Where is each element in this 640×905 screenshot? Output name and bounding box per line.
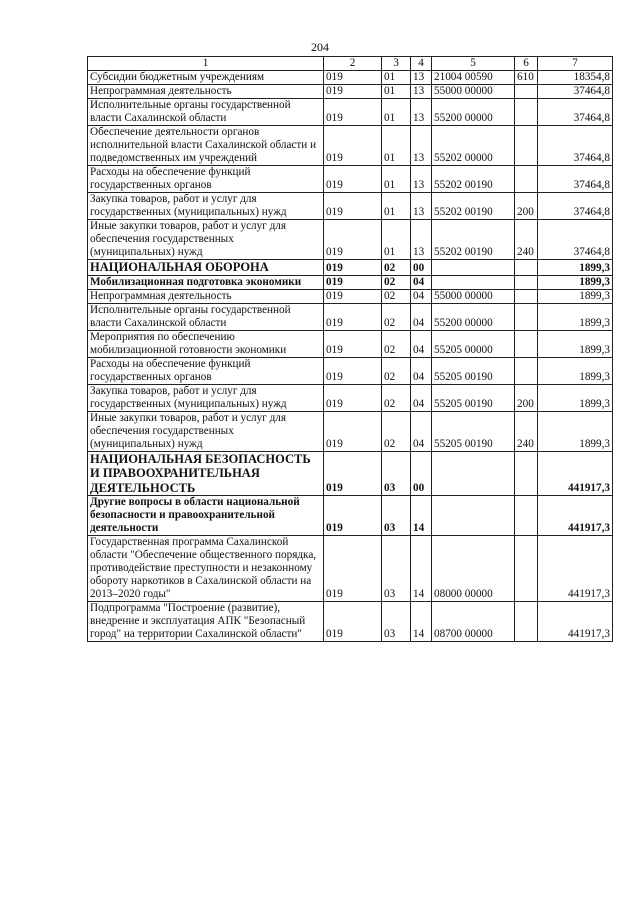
row-expense-type <box>515 536 538 602</box>
row-amount: 1899,3 <box>538 275 613 289</box>
row-ved-code: 019 <box>324 275 382 289</box>
row-subsection-code: 14 <box>411 536 432 602</box>
row-target-article: 55202 00000 <box>432 126 515 166</box>
row-expense-type <box>515 166 538 193</box>
row-name: Расходы на обеспечение функций государственных органов <box>88 166 324 193</box>
row-target-article: 55205 00190 <box>432 411 515 451</box>
table-row <box>88 85 613 99</box>
row-expense-type: 240 <box>515 411 538 451</box>
row-section-code: 01 <box>382 71 411 85</box>
row-ved-code: 019 <box>324 357 382 384</box>
row-amount: 1899,3 <box>538 260 613 276</box>
table-row <box>88 330 613 357</box>
row-target-article: 21004 00590 <box>432 71 515 85</box>
row-subsection-code: 00 <box>411 260 432 276</box>
row-ved-code: 019 <box>324 330 382 357</box>
row-name: Субсидии бюджетным учреждениям <box>88 71 324 85</box>
table-row <box>88 451 613 496</box>
row-expense-type <box>515 602 538 642</box>
table-row <box>88 289 613 303</box>
col-header-5: 5 <box>432 57 515 71</box>
row-subsection-code: 00 <box>411 451 432 496</box>
row-target-article: 55000 00000 <box>432 289 515 303</box>
row-section-code: 01 <box>382 99 411 126</box>
page-number: 204 <box>311 40 329 54</box>
row-name: Подпрограмма "Построение (развитие), внедрение и эксплуатация АПК "Безопасный город" на территории Сахалинской области" <box>88 602 324 642</box>
row-section-code: 02 <box>382 275 411 289</box>
row-expense-type <box>515 289 538 303</box>
row-ved-code: 019 <box>324 85 382 99</box>
table-row <box>88 536 613 602</box>
row-expense-type <box>515 496 538 536</box>
row-subsection-code: 04 <box>411 289 432 303</box>
row-ved-code: 019 <box>324 536 382 602</box>
row-expense-type <box>515 275 538 289</box>
row-amount: 37464,8 <box>538 99 613 126</box>
row-subsection-code: 13 <box>411 71 432 85</box>
row-section-code: 02 <box>382 289 411 303</box>
row-expense-type: 240 <box>515 220 538 260</box>
row-subsection-code: 13 <box>411 99 432 126</box>
row-name: Мероприятия по обеспечению мобилизационной готовности экономики <box>88 330 324 357</box>
table-row <box>88 496 613 536</box>
row-amount: 1899,3 <box>538 330 613 357</box>
row-expense-type: 610 <box>515 71 538 85</box>
row-target-article: 55202 00190 <box>432 166 515 193</box>
row-section-code: 02 <box>382 357 411 384</box>
row-subsection-code: 04 <box>411 384 432 411</box>
col-header-3: 3 <box>382 57 411 71</box>
row-expense-type <box>515 330 538 357</box>
row-ved-code: 019 <box>324 126 382 166</box>
row-expense-type <box>515 85 538 99</box>
row-name: Мобилизационная подготовка экономики <box>88 275 324 289</box>
row-subsection-code: 04 <box>411 357 432 384</box>
table-row <box>88 411 613 451</box>
row-section-code: 02 <box>382 330 411 357</box>
row-ved-code: 019 <box>324 99 382 126</box>
row-name: Закупка товаров, работ и услуг для государственных (муниципальных) нужд <box>88 384 324 411</box>
row-expense-type <box>515 303 538 330</box>
col-header-1: 1 <box>88 57 324 71</box>
table-row <box>88 126 613 166</box>
table-row <box>88 166 613 193</box>
row-section-code: 01 <box>382 126 411 166</box>
row-target-article: 55200 00000 <box>432 99 515 126</box>
row-subsection-code: 13 <box>411 126 432 166</box>
row-ved-code: 019 <box>324 220 382 260</box>
table-row <box>88 71 613 85</box>
row-amount: 441917,3 <box>538 536 613 602</box>
row-amount: 1899,3 <box>538 289 613 303</box>
row-subsection-code: 13 <box>411 220 432 260</box>
row-ved-code: 019 <box>324 451 382 496</box>
row-name: Иные закупки товаров, работ и услуг для обеспечения государственных (муниципальных) нужд <box>88 220 324 260</box>
row-expense-type <box>515 357 538 384</box>
row-ved-code: 019 <box>324 496 382 536</box>
row-target-article: 08700 00000 <box>432 602 515 642</box>
row-subsection-code: 04 <box>411 411 432 451</box>
row-target-article: 55202 00190 <box>432 220 515 260</box>
table-row <box>88 260 613 276</box>
row-amount: 37464,8 <box>538 193 613 220</box>
row-ved-code: 019 <box>324 193 382 220</box>
row-amount: 441917,3 <box>538 496 613 536</box>
col-header-4: 4 <box>411 57 432 71</box>
row-amount: 37464,8 <box>538 85 613 99</box>
row-ved-code: 019 <box>324 260 382 276</box>
row-name: НАЦИОНАЛЬНАЯ БЕЗОПАСНОСТЬ И ПРАВООХРАНИТЕЛЬНАЯ ДЕЯТЕЛЬНОСТЬ <box>88 451 324 496</box>
col-header-6: 6 <box>515 57 538 71</box>
row-section-code: 03 <box>382 451 411 496</box>
budget-table <box>87 56 613 642</box>
row-target-article: 55205 00190 <box>432 357 515 384</box>
table-row <box>88 303 613 330</box>
row-section-code: 02 <box>382 411 411 451</box>
row-name: Исполнительные органы государственной власти Сахалинской области <box>88 303 324 330</box>
row-name: Иные закупки товаров, работ и услуг для обеспечения государственных (муниципальных) нужд <box>88 411 324 451</box>
row-expense-type <box>515 126 538 166</box>
row-amount: 37464,8 <box>538 126 613 166</box>
row-name: Другие вопросы в области национальной безопасности и правоохранительной деятельности <box>88 496 324 536</box>
row-target-article <box>432 496 515 536</box>
row-amount: 1899,3 <box>538 357 613 384</box>
row-ved-code: 019 <box>324 166 382 193</box>
row-amount: 1899,3 <box>538 384 613 411</box>
row-expense-type: 200 <box>515 384 538 411</box>
row-target-article: 55205 00000 <box>432 330 515 357</box>
row-name: Непрограммная деятельность <box>88 289 324 303</box>
row-subsection-code: 04 <box>411 330 432 357</box>
table-row <box>88 602 613 642</box>
table-row <box>88 193 613 220</box>
row-name: Государственная программа Сахалинской области "Обеспечение общественного порядка, противодействие преступности и незаконному обороту наркотиков в Сахалинской области на 2013–2020 годы" <box>88 536 324 602</box>
row-section-code: 01 <box>382 166 411 193</box>
row-ved-code: 019 <box>324 384 382 411</box>
row-expense-type <box>515 451 538 496</box>
row-section-code: 01 <box>382 220 411 260</box>
row-subsection-code: 13 <box>411 85 432 99</box>
table-row <box>88 384 613 411</box>
row-target-article: 55000 00000 <box>432 85 515 99</box>
row-subsection-code: 04 <box>411 275 432 289</box>
row-section-code: 02 <box>382 260 411 276</box>
row-amount: 18354,8 <box>538 71 613 85</box>
row-section-code: 03 <box>382 602 411 642</box>
row-target-article: 55200 00000 <box>432 303 515 330</box>
row-expense-type: 200 <box>515 193 538 220</box>
row-subsection-code: 13 <box>411 193 432 220</box>
col-header-7: 7 <box>538 57 613 71</box>
row-section-code: 01 <box>382 85 411 99</box>
row-target-article <box>432 451 515 496</box>
row-ved-code: 019 <box>324 411 382 451</box>
row-target-article <box>432 260 515 276</box>
row-target-article: 55202 00190 <box>432 193 515 220</box>
row-subsection-code: 13 <box>411 166 432 193</box>
table-row <box>88 99 613 126</box>
row-amount: 37464,8 <box>538 166 613 193</box>
row-amount: 441917,3 <box>538 451 613 496</box>
row-subsection-code: 14 <box>411 602 432 642</box>
row-name: Исполнительные органы государственной власти Сахалинской области <box>88 99 324 126</box>
table-row <box>88 220 613 260</box>
row-name: Обеспечение деятельности органов исполнительной власти Сахалинской области и подведомственных им учреждений <box>88 126 324 166</box>
row-name: Расходы на обеспечение функций государственных органов <box>88 357 324 384</box>
row-amount: 441917,3 <box>538 602 613 642</box>
header-row <box>88 57 613 71</box>
row-target-article: 55205 00190 <box>432 384 515 411</box>
row-amount: 37464,8 <box>538 220 613 260</box>
row-subsection-code: 14 <box>411 496 432 536</box>
row-ved-code: 019 <box>324 71 382 85</box>
row-subsection-code: 04 <box>411 303 432 330</box>
row-expense-type <box>515 260 538 276</box>
table-row <box>88 275 613 289</box>
row-target-article: 08000 00000 <box>432 536 515 602</box>
row-section-code: 02 <box>382 303 411 330</box>
col-header-2: 2 <box>324 57 382 71</box>
row-target-article <box>432 275 515 289</box>
row-section-code: 03 <box>382 536 411 602</box>
row-ved-code: 019 <box>324 602 382 642</box>
row-amount: 1899,3 <box>538 303 613 330</box>
row-name: НАЦИОНАЛЬНАЯ ОБОРОНА <box>88 260 324 276</box>
row-ved-code: 019 <box>324 289 382 303</box>
row-section-code: 02 <box>382 384 411 411</box>
table-row <box>88 357 613 384</box>
row-name: Непрограммная деятельность <box>88 85 324 99</box>
row-section-code: 01 <box>382 193 411 220</box>
row-ved-code: 019 <box>324 303 382 330</box>
row-name: Закупка товаров, работ и услуг для государственных (муниципальных) нужд <box>88 193 324 220</box>
row-amount: 1899,3 <box>538 411 613 451</box>
row-section-code: 03 <box>382 496 411 536</box>
row-expense-type <box>515 99 538 126</box>
